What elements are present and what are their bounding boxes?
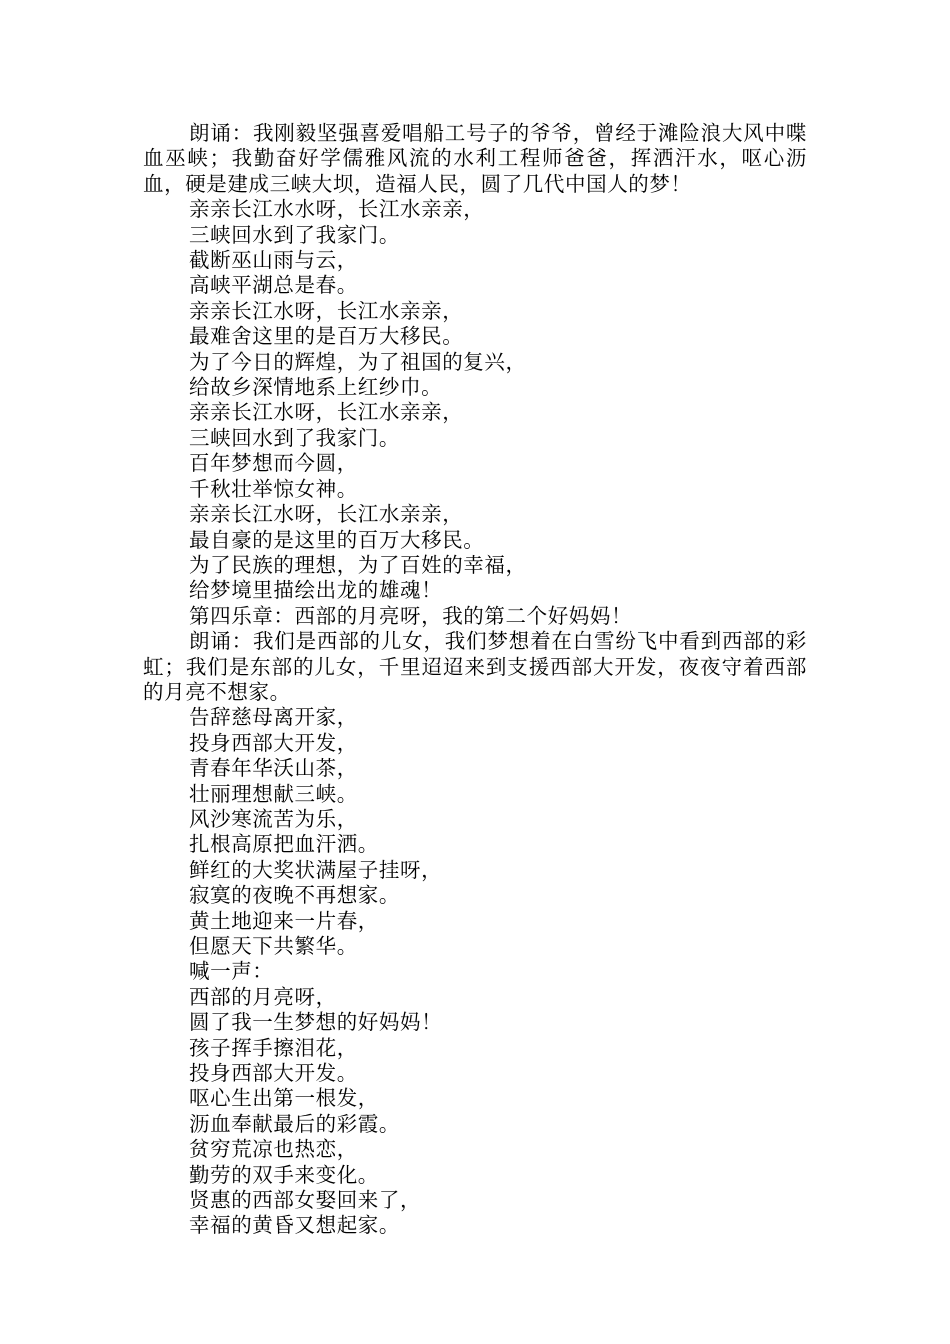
lyric-line: 亲亲长江水呀，长江水亲亲，: [189, 502, 464, 527]
lyric-line: 截断巫山雨与云，: [189, 248, 358, 273]
lyric-line: 亲亲长江水水呀，长江水亲亲，: [189, 197, 485, 222]
lyric-line: 喊一声：: [189, 959, 274, 984]
lyric-line: 高峡平湖总是春。: [189, 273, 358, 298]
lyric-line: 风沙寒流苦为乐，: [189, 806, 358, 831]
lyric-line: 青春年华沃山茶，: [189, 756, 358, 781]
lyric-line: 投身西部大开发。: [189, 1061, 358, 1086]
lyric-line: 亲亲长江水呀，长江水亲亲，: [189, 400, 464, 425]
lyric-line: 勤劳的双手来变化。: [189, 1162, 379, 1187]
lyric-line: 最难舍这里的是百万大移民。: [189, 324, 464, 349]
lyric-line: 鲜红的大奖状满屋子挂呀，: [189, 857, 443, 882]
lyric-line: 圆了我一生梦想的好妈妈！: [189, 1010, 443, 1035]
lyric-line: 投身西部大开发，: [189, 730, 358, 755]
lyric-line: 壮丽理想献三峡。: [189, 781, 358, 806]
lyric-line: 幸福的黄昏又想起家。: [189, 1213, 400, 1238]
lyric-line: 千秋壮举惊女神。: [189, 476, 358, 501]
lyric-line: 贫穷荒凉也热恋，: [189, 1137, 358, 1162]
recitation-paragraph: 朗诵：我们是西部的儿女，我们梦想着在白雪纷飞中看到西部的彩虹；我们是东部的儿女，千里迢迢来到支援西部大开发，夜夜守着西部的月亮不想家。: [143, 629, 807, 704]
lyric-line: 百年梦想而今圆，: [189, 451, 358, 476]
lyric-line: 第四乐章：西部的月亮呀，我的第二个好妈妈！: [189, 603, 633, 628]
lyric-line: 呕心生出第一根发，: [189, 1086, 379, 1111]
lyric-line: 三峡回水到了我家门。: [189, 222, 400, 247]
lyric-line: 寂寞的夜晚不再想家。: [189, 883, 400, 908]
document-body: [143, 121, 807, 1239]
lyric-line: 但愿天下共繁华。: [189, 934, 358, 958]
lyric-line: 沥血奉献最后的彩霞。: [189, 1111, 400, 1136]
lyric-line: 为了今日的辉煌，为了祖国的复兴，: [189, 349, 527, 374]
lyric-line: 告辞慈母离开家，: [189, 705, 358, 730]
lyric-line: 黄土地迎来一片春，: [189, 908, 379, 933]
lyric-line: 西部的月亮呀，: [189, 984, 337, 1009]
lyric-line: 给梦境里描绘出龙的雄魂！: [189, 578, 443, 603]
lyric-line: 为了民族的理想，为了百姓的幸福，: [189, 552, 527, 577]
lyric-line: 扎根高原把血汗洒。: [189, 832, 379, 857]
lyric-line: 给故乡深情地系上红纱巾。: [189, 375, 443, 400]
lyric-line: 三峡回水到了我家门。: [189, 425, 400, 450]
lyric-line: 最自豪的是这里的百万大移民。: [189, 527, 485, 552]
lyric-line: 孩子挥手擦泪花，: [189, 1035, 358, 1060]
recitation-paragraph: 朗诵：我刚毅坚强喜爱唱船工号子的爷爷，曾经于滩险浪大风中喋血巫峡；我勤奋好学儒雅风流的水利工程师爸爸，挥洒汗水，呕心沥血，硬是建成三峡大坝，造福人民，圆了几代中国人的梦！: [143, 121, 807, 196]
lyric-line: 贤惠的西部女娶回来了，: [189, 1188, 422, 1213]
lyric-line: 亲亲长江水呀，长江水亲亲，: [189, 298, 464, 323]
